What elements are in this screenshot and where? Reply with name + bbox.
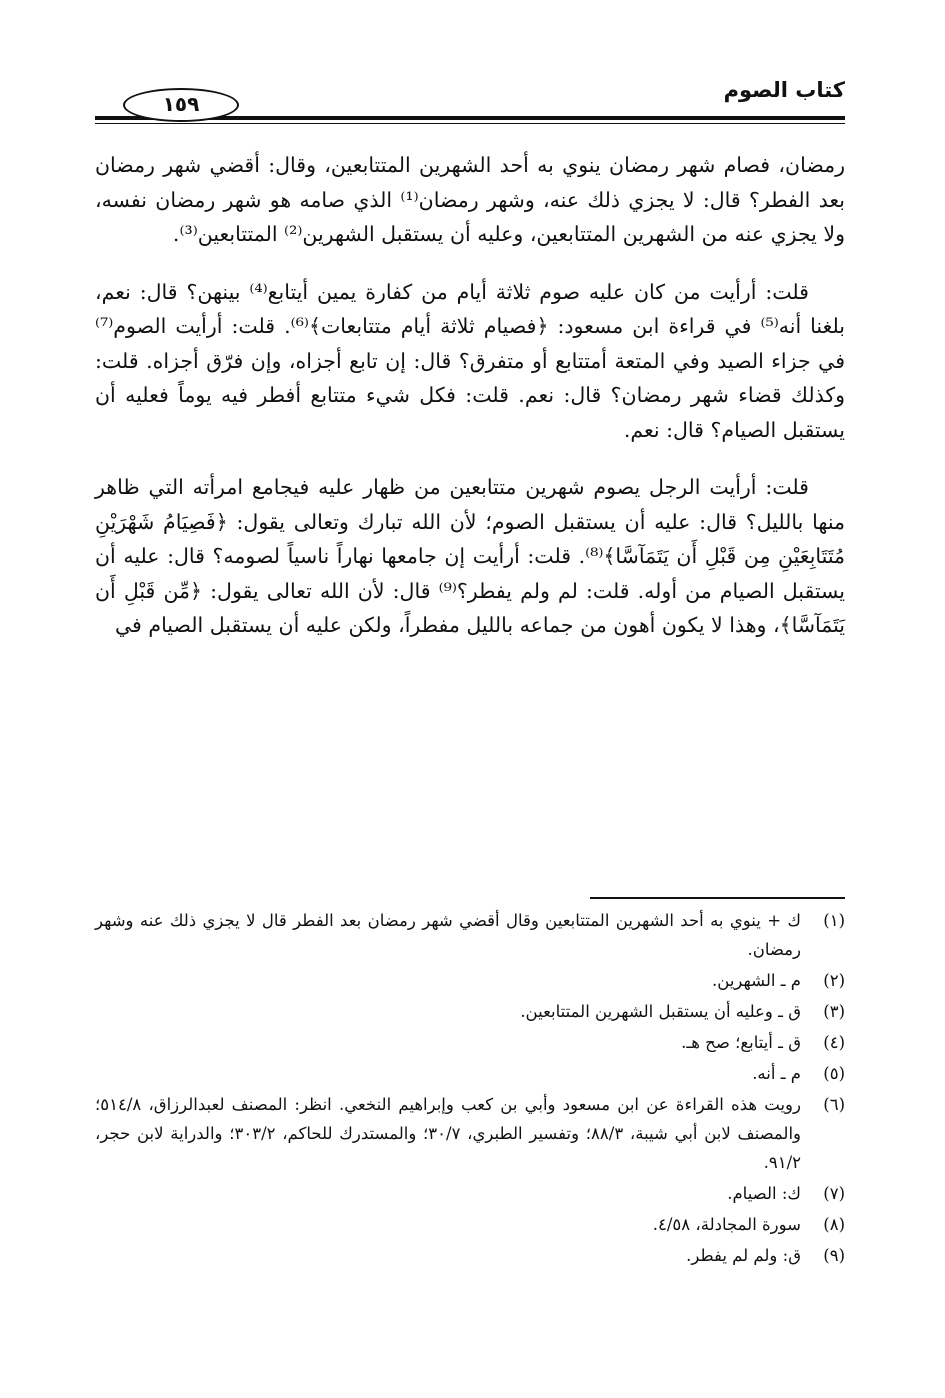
footnote	[95, 1059, 845, 1088]
paragraph: رمضان، فصام شهر رمضان ينوي به أحد الشهرين المتتابعين، وقال: أقضي شهر رمضان بعد الفطر؟ قال: لا يجزي ذلك عنه، وشهر رمضان⁽¹⁾ الذي صامه هو شهر رمضان نفسه، ولا يجزي عنه من الشهرين المتتابعين، وعليه أن يستقبل الشهرين⁽²⁾ المتتابعين⁽³⁾.	[95, 153, 845, 246]
footnote-text: ك: الصيام.	[727, 1184, 801, 1203]
footnote	[95, 997, 845, 1026]
footnote-number: (٩)	[823, 1246, 845, 1265]
footnote	[95, 1028, 845, 1057]
footnote-separator	[590, 897, 845, 899]
page-number-frame	[123, 88, 239, 122]
footnote-number: (٢)	[823, 971, 845, 990]
footnote-text: ق ـ وعليه أن يستقبل الشهرين المتتابعين.	[520, 1002, 801, 1021]
main-text	[95, 148, 845, 666]
footnote	[95, 1210, 845, 1239]
footnote-text: ك + ينوي به أحد الشهرين المتتابعين وقال أقضي شهر رمضان بعد الفطر قال لا يجزي ذلك عنه وشهر رمضان.	[95, 911, 801, 959]
footnote	[95, 906, 845, 964]
footnote-text: سورة المجادلة، ٤/٥٨.	[652, 1215, 801, 1234]
footnote	[95, 1179, 845, 1208]
footnote	[95, 1241, 845, 1270]
paragraph: قلت: أرأيت من كان عليه صوم ثلاثة أيام من كفارة يمين أيتابع⁽⁴⁾ بينهن؟ قال: نعم، بلغنا أنه⁽⁵⁾ في قراءة ابن مسعود: ﴿فصيام ثلاثة أيام متتابعات﴾⁽⁶⁾. قلت: أرأيت الصوم⁽⁷⁾ في جزاء الصيد وفي المتعة أمتتابع أو متفرق؟ قال: إن تابع أجزاه، وإن فرّق أجزاه. قلت: وكذلك قضاء شهر رمضان؟ قال: نعم. قلت: فكل شيء متتابع أفطر فيه يوماً فعليه أن يستقبل الصيام؟ قال: نعم.	[95, 279, 845, 442]
footnote-text: رويت هذه القراءة عن ابن مسعود وأبي بن كعب وإبراهيم النخعي. انظر: المصنف لعبدالرزاق، ٥١٤/٨؛ والمصنف لابن أبي شيبة، ٨٨/٣؛ وتفسير الطبري، ٣٠/٧؛ والمستدرك للحاكم، ٣٠٣/٢؛ والدراية لابن حجر، ٩١/٢.	[95, 1095, 801, 1172]
header-rule-thin	[95, 123, 845, 124]
footnote	[95, 966, 845, 995]
running-title: كتاب الصوم	[723, 78, 845, 102]
paragraph: قلت: أرأيت الرجل يصوم شهرين متتابعين من ظهار عليه فيجامع امرأته التي ظاهر منها بالليل؟ قال: عليه أن يستقبل الصوم؛ لأن الله تبارك وتعالى يقول: ﴿فَصِيَامُ شَهْرَيْنِ مُتَتَابِعَيْنِ مِن قَبْلِ أَن يَتَمَآسَّا﴾⁽⁸⁾. قلت: أرأيت إن جامعها نهاراً ناسياً لصومه؟ قال: عليه أن يستقبل الصيام من أوله. قلت: لم ولم يفطر؟⁽⁹⁾ قال: لأن الله تعالى يقول: ﴿مِّن قَبْلِ أَن يَتَمَآسَّا﴾، وهذا لا يكون أهون من جماعه بالليل مفطراً، ولكن عليه أن يستقبل الصيام في	[95, 475, 846, 637]
footnote-number: (٤)	[823, 1033, 845, 1052]
footnote	[95, 1090, 845, 1177]
footnote-text: ق ـ أيتابع؛ صح هـ.	[681, 1033, 801, 1052]
footnote-number: (٥)	[823, 1064, 845, 1083]
page-header	[95, 78, 845, 126]
footnote-text: ق: ولم لم يفطر.	[686, 1246, 801, 1265]
footnote-number: (٧)	[823, 1184, 845, 1203]
footnote-number: (٦)	[823, 1095, 845, 1114]
footnote-number: (٨)	[823, 1215, 845, 1234]
page-number: ١٥٩	[162, 92, 200, 116]
footnote-text: م ـ أنه.	[752, 1064, 801, 1083]
footnote-text: م ـ الشهرين.	[712, 971, 801, 990]
footnotes	[95, 906, 845, 1272]
footnote-number: (٣)	[823, 1002, 845, 1021]
footnote-number: (١)	[823, 911, 845, 930]
